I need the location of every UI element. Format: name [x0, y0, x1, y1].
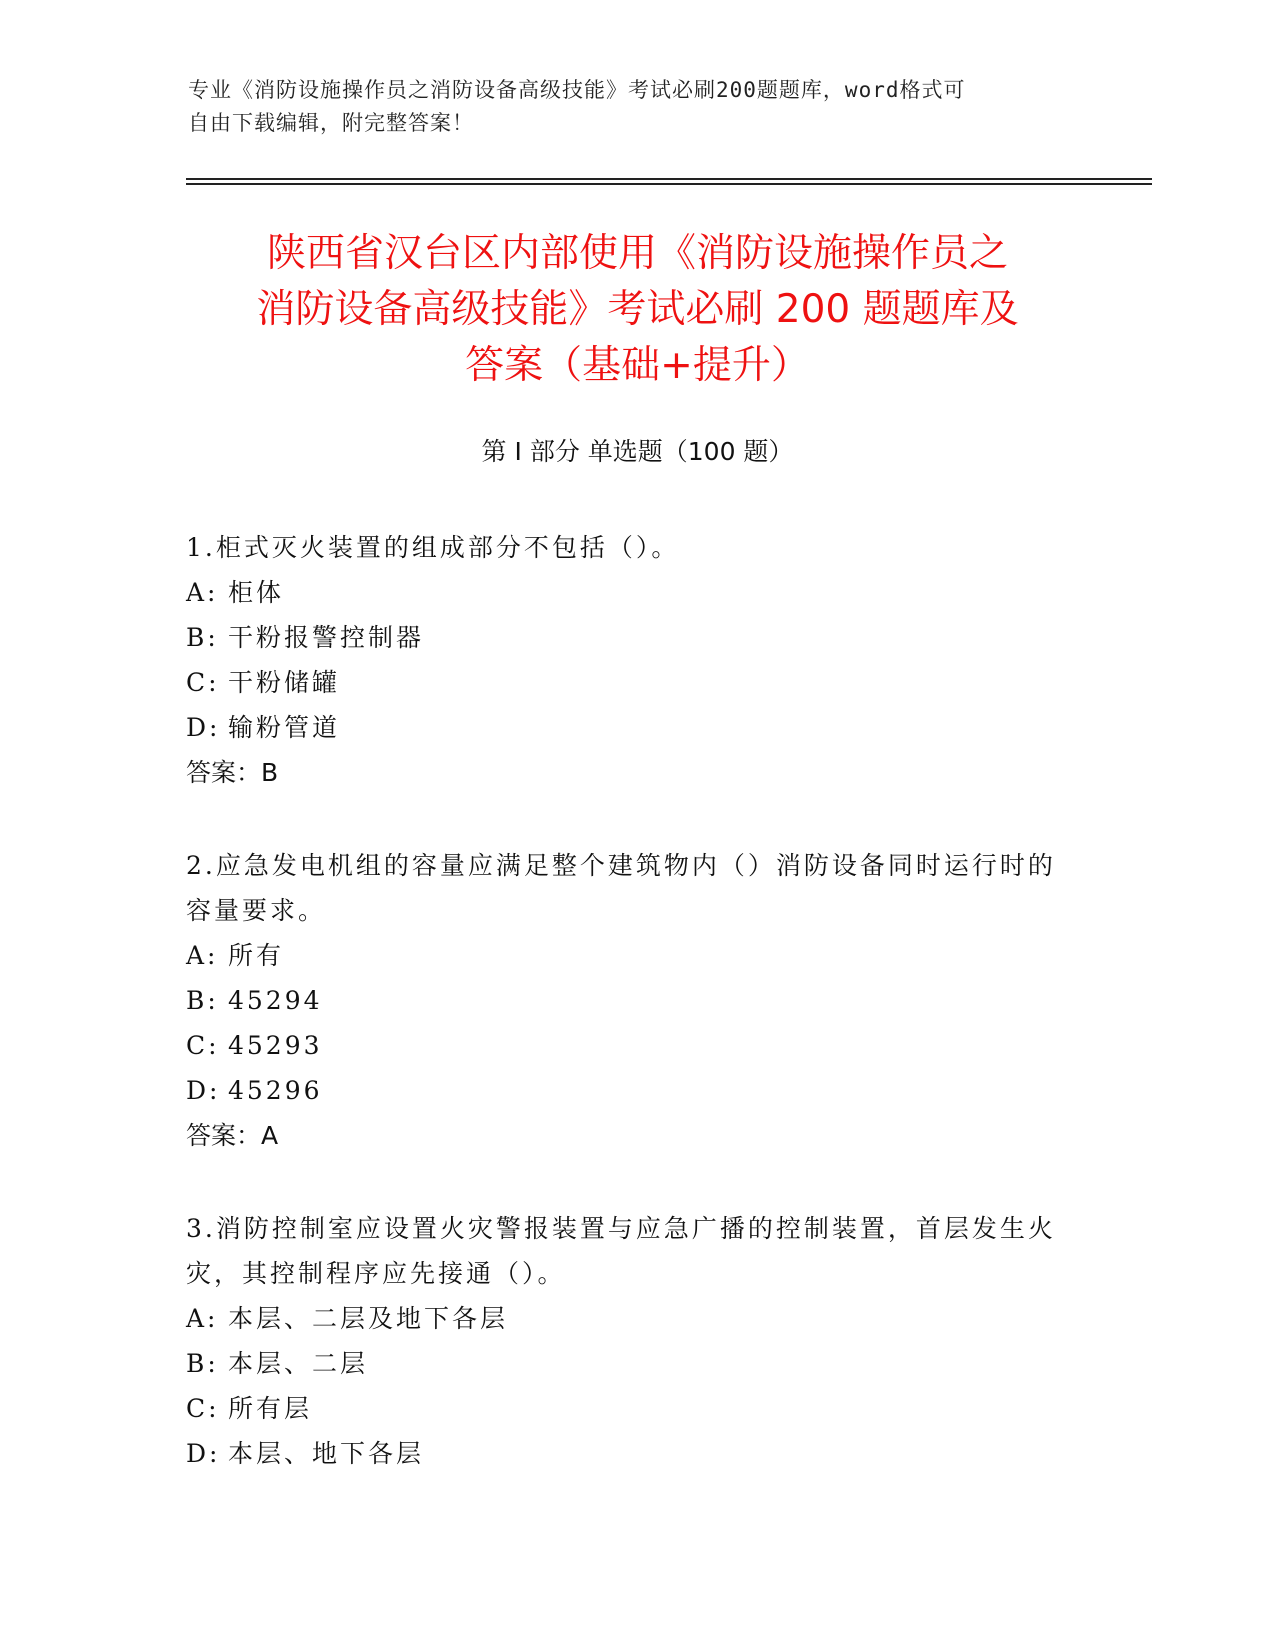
question-stem: 1.柜式灭火装置的组成部分不包括（）。	[186, 533, 680, 562]
question-item	[186, 843, 1066, 1158]
option-letter: A:	[186, 1304, 219, 1333]
option-text: 柜体	[228, 578, 285, 607]
option-b	[186, 615, 1066, 660]
question-stem: 3.消防控制室应设置火灾警报装置与应急广播的控制装置，首层发生火灾，其控制程序应先接通（）。	[186, 1214, 1056, 1288]
option-text: 输粉管道	[228, 713, 341, 742]
option-text: 本层、地下各层	[228, 1439, 425, 1468]
option-text: 所有	[228, 941, 285, 970]
option-text: 45296	[228, 1076, 323, 1105]
option-letter: A:	[186, 941, 219, 970]
option-b	[186, 1341, 1066, 1386]
option-text: 本层、二层	[228, 1349, 369, 1378]
option-letter: B:	[186, 623, 219, 652]
option-a	[186, 933, 1066, 978]
question-list	[186, 525, 1066, 1524]
option-d	[186, 1431, 1066, 1476]
header-rule-top	[186, 178, 1152, 180]
option-letter: D:	[186, 1439, 221, 1468]
option-c	[186, 1386, 1066, 1431]
answer-line: 答案：B	[186, 758, 279, 787]
question-item	[186, 525, 1066, 795]
option-b	[186, 978, 1066, 1023]
header-note-line-1: 专业《消防设施操作员之消防设备高级技能》考试必刷200题题库，word格式可	[188, 78, 966, 102]
document-title-line-2: 消防设备高级技能》考试必刷 200 题题库及	[256, 287, 1019, 332]
option-d	[186, 705, 1066, 750]
option-text: 所有层	[228, 1394, 313, 1423]
question-item	[186, 1206, 1066, 1476]
option-letter: C:	[186, 1394, 220, 1423]
option-c	[186, 1023, 1066, 1068]
option-a	[186, 570, 1066, 615]
option-d	[186, 1068, 1066, 1113]
document-title-line-3: 答案（基础+提升）	[465, 343, 810, 388]
option-text: 45293	[228, 1031, 323, 1060]
option-text: 干粉报警控制器	[228, 623, 425, 652]
option-a	[186, 1296, 1066, 1341]
document-title	[150, 226, 1125, 394]
option-letter: D:	[186, 713, 221, 742]
option-text: 干粉储罐	[228, 668, 341, 697]
option-text: 本层、二层及地下各层	[228, 1304, 509, 1333]
question-stem: 2.应急发电机组的容量应满足整个建筑物内（）消防设备同时运行时的容量要求。	[186, 851, 1056, 925]
document-title-line-1: 陕西省汉台区内部使用《消防设施操作员之	[266, 231, 1008, 276]
option-letter: D:	[186, 1076, 221, 1105]
option-letter: B:	[186, 1349, 219, 1378]
section-heading: 第 I 部分 单选题（100 题）	[481, 437, 794, 466]
option-text: 45294	[228, 986, 323, 1015]
option-letter: B:	[186, 986, 219, 1015]
answer-line: 答案：A	[186, 1121, 279, 1150]
header-rule-bottom	[186, 183, 1152, 185]
option-letter: C:	[186, 1031, 220, 1060]
option-letter: C:	[186, 668, 220, 697]
option-c	[186, 660, 1066, 705]
option-letter: A:	[186, 578, 219, 607]
header-note-line-2: 自由下载编辑，附完整答案！	[188, 111, 474, 135]
header-note	[188, 74, 1088, 140]
